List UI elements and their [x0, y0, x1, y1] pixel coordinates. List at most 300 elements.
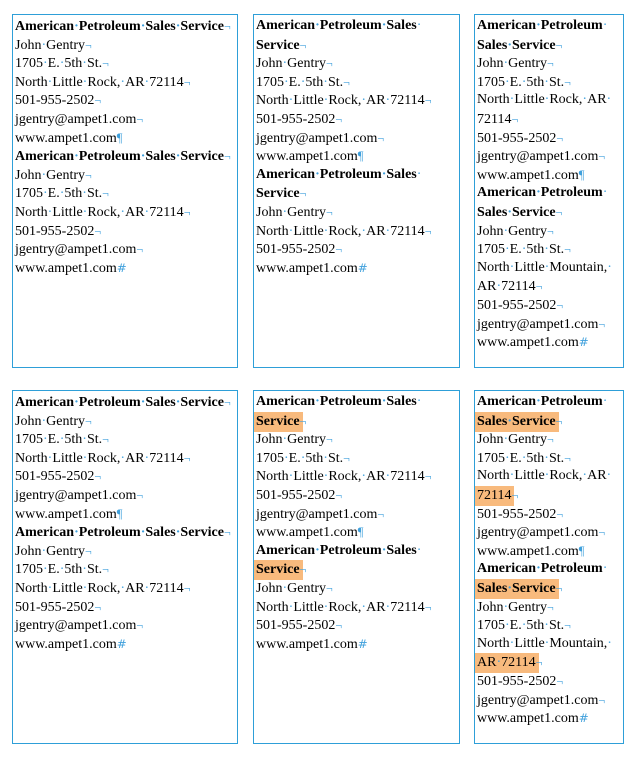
text-segment: 1705·E.·5th·St.: [477, 242, 565, 258]
text-segment: 72114: [477, 111, 512, 127]
space-dot: ·: [509, 92, 515, 108]
space-dot: ·: [521, 242, 527, 258]
forced-line-break-mark: ¬: [94, 93, 102, 108]
text-segment: North·Little·Rock,·AR·72114: [15, 74, 184, 90]
text-segment: jgentry@ampet1.com: [15, 487, 137, 503]
text-line: [477, 54, 623, 73]
trailing-space-dot: ·: [602, 561, 608, 577]
text-line: [256, 240, 459, 259]
text-line: [15, 598, 237, 617]
space-dot: ·: [41, 37, 47, 53]
text-line: [477, 709, 623, 728]
space-dot: ·: [323, 450, 328, 466]
trailing-space-dot: ·: [602, 185, 608, 201]
space-dot: ·: [361, 599, 367, 615]
forced-line-break-mark: ¬: [183, 450, 191, 465]
text-line: [15, 259, 237, 278]
space-dot: ·: [288, 469, 294, 485]
text-line: [15, 54, 237, 73]
text-line: [477, 222, 623, 241]
text-line: [477, 579, 623, 598]
text-segment: jgentry@ampet1.com: [15, 242, 137, 258]
forced-line-break-mark: ¬: [94, 469, 102, 484]
text-line: [256, 166, 459, 185]
text-segment: www.ampet1.com: [15, 636, 117, 652]
forced-line-break-mark: ¬: [547, 56, 554, 71]
forced-line-break-mark: ¬: [564, 242, 571, 257]
text-line: [15, 17, 237, 36]
text-line: [477, 467, 623, 486]
text-line: [15, 36, 237, 55]
forced-line-break-mark: ¬: [424, 93, 432, 108]
text-segment: John·Gentry: [477, 223, 548, 239]
text-segment: American·Petroleum·Sales: [256, 166, 417, 182]
text-frame-top-right[interactable]: [474, 14, 624, 368]
text-line: [256, 560, 459, 579]
text-line: [15, 467, 237, 486]
text-line: [256, 73, 459, 92]
space-dot: ·: [43, 186, 48, 202]
space-dot: ·: [144, 450, 150, 466]
text-line: [15, 147, 237, 166]
text-segment: Sales·Service: [477, 204, 556, 220]
text-segment: www.ampet1.com: [15, 130, 117, 146]
text-line: [477, 259, 623, 278]
text-segment: American·Petroleum·Sales: [256, 394, 417, 409]
text-line: [256, 110, 459, 129]
text-frame-bottom-center[interactable]: [253, 390, 460, 744]
forced-line-break-mark: ¬: [102, 562, 109, 577]
space-dot: ·: [300, 74, 306, 90]
text-line: [477, 184, 623, 203]
space-dot: ·: [47, 204, 53, 220]
trailing-space-dot: ·: [416, 394, 422, 409]
space-dot: ·: [82, 450, 88, 466]
text-segment: John·Gentry: [477, 599, 548, 615]
text-segment: 501-955-2502: [477, 130, 557, 146]
space-dot: ·: [120, 580, 126, 596]
space-dot: ·: [43, 562, 48, 578]
text-segment: Service: [256, 186, 300, 202]
forced-line-break-mark: ¬: [424, 223, 432, 238]
forced-line-break-mark: ¬: [511, 111, 519, 126]
text-segment: 501-955-2502: [256, 111, 336, 127]
forced-line-break-mark: ¬: [85, 167, 92, 182]
forced-line-break-mark: ¬: [556, 506, 564, 521]
text-segment: Sales·Service: [477, 37, 556, 53]
text-line: [15, 412, 237, 431]
space-dot: ·: [381, 394, 387, 409]
text-line: [256, 467, 459, 486]
text-line: [15, 430, 237, 449]
forced-line-break-mark: ¬: [183, 204, 191, 219]
text-line: [477, 691, 623, 710]
paragraph-mark: ¶: [578, 543, 585, 558]
space-dot: ·: [544, 259, 550, 275]
forced-line-break-mark: ¬: [102, 432, 109, 447]
text-segment: www.ampet1.com: [477, 543, 579, 559]
space-dot: ·: [544, 92, 550, 108]
space-dot: ·: [175, 149, 181, 165]
text-segment: American·Petroleum: [477, 394, 603, 409]
text-line: [477, 505, 623, 524]
text-line: [256, 505, 459, 524]
space-dot: ·: [288, 93, 294, 109]
forced-line-break-mark: ¬: [343, 450, 350, 465]
forced-line-break-mark: ¬: [343, 74, 350, 89]
space-dot: ·: [509, 468, 515, 484]
merge-field-highlight: Service: [254, 412, 303, 432]
space-dot: ·: [361, 469, 367, 485]
paragraph-mark: ¶: [116, 506, 123, 521]
space-dot: ·: [175, 395, 181, 410]
text-line: [477, 430, 623, 449]
text-segment: North·Little·Rock,·AR·72114: [256, 93, 425, 109]
text-segment: 501-955-2502: [477, 297, 557, 313]
forced-line-break-mark: ¬: [547, 599, 554, 614]
forced-line-break-mark: ¬: [564, 450, 571, 465]
text-line: [15, 579, 237, 598]
space-dot: ·: [503, 56, 509, 72]
forced-line-break-mark: ¬: [94, 599, 102, 614]
paragraph-mark: ¶: [357, 149, 364, 164]
merge-field-highlight: AR·72114: [475, 653, 539, 673]
end-of-story-mark: #: [578, 335, 589, 350]
trailing-space-dot: ·: [607, 259, 612, 275]
text-segment: www.ampet1.com: [256, 525, 358, 541]
forced-line-break-mark: ¬: [511, 487, 519, 502]
space-dot: ·: [505, 450, 510, 466]
text-line: [477, 542, 623, 561]
space-dot: ·: [544, 74, 549, 90]
text-line: [477, 73, 623, 92]
space-dot: ·: [544, 468, 550, 484]
text-segment: 501-955-2502: [256, 487, 336, 503]
forced-line-break-mark: ¬: [183, 580, 191, 595]
trailing-space-dot: ·: [416, 18, 422, 33]
text-line: [477, 449, 623, 468]
forced-line-break-mark: ¬: [94, 223, 102, 238]
merge-field-highlight: 72114: [475, 486, 514, 506]
space-dot: ·: [41, 413, 47, 429]
text-frame-top-left[interactable]: [12, 14, 238, 368]
space-dot: ·: [175, 525, 181, 541]
text-segment: American·Petroleum·Sales·Service: [15, 149, 224, 165]
text-line: [477, 653, 623, 672]
forced-line-break-mark: ¬: [183, 74, 191, 89]
space-dot: ·: [74, 395, 79, 410]
forced-line-break-mark: ¬: [598, 149, 606, 164]
space-dot: ·: [284, 74, 289, 90]
space-dot: ·: [59, 186, 65, 202]
forced-line-break-mark: ¬: [136, 111, 144, 126]
merge-field-highlight: Sales·Service: [475, 412, 559, 432]
space-dot: ·: [140, 149, 146, 165]
space-dot: ·: [175, 19, 181, 34]
trailing-space-dot: ·: [602, 394, 608, 409]
space-dot: ·: [503, 223, 509, 239]
text-line: [477, 91, 623, 110]
text-segment: 1705·E.·5th·St.: [477, 74, 565, 90]
text-line: [256, 36, 459, 55]
text-segment: jgentry@ampet1.com: [477, 149, 599, 165]
text-line: [477, 523, 623, 542]
forced-line-break-mark: ¬: [223, 19, 231, 33]
text-line: [256, 184, 459, 203]
space-dot: ·: [315, 394, 320, 409]
forced-line-break-mark: ¬: [555, 580, 563, 595]
space-dot: ·: [323, 74, 328, 90]
space-dot: ·: [120, 74, 126, 90]
space-dot: ·: [144, 580, 150, 596]
space-dot: ·: [496, 655, 502, 671]
text-line: [256, 486, 459, 505]
forced-line-break-mark: ¬: [326, 432, 333, 447]
space-dot: ·: [509, 635, 515, 651]
space-dot: ·: [82, 204, 88, 220]
text-line: [256, 17, 459, 36]
forced-line-break-mark: ¬: [85, 37, 92, 52]
space-dot: ·: [505, 74, 510, 90]
text-line: [477, 240, 623, 259]
end-of-story-mark: #: [116, 260, 127, 275]
text-line: [477, 672, 623, 691]
text-segment: American·Petroleum·Sales·Service: [15, 525, 224, 541]
space-dot: ·: [47, 74, 53, 90]
text-line: [477, 296, 623, 315]
text-line: [256, 91, 459, 110]
text-line: [477, 277, 623, 296]
space-dot: ·: [74, 149, 79, 165]
text-segment: American·Petroleum·Sales: [256, 18, 417, 33]
space-dot: ·: [381, 542, 387, 558]
forced-line-break-mark: ¬: [424, 599, 432, 614]
space-dot: ·: [582, 92, 588, 108]
text-segment: American·Petroleum·Sales·Service: [15, 19, 224, 34]
space-dot: ·: [120, 204, 126, 220]
space-dot: ·: [385, 599, 391, 615]
space-dot: ·: [521, 74, 527, 90]
text-segment: www.ampet1.com: [256, 260, 358, 276]
text-line: [477, 17, 623, 36]
text-segment: www.ampet1.com: [15, 260, 117, 276]
text-line: [477, 147, 623, 166]
forced-line-break-mark: ¬: [377, 506, 385, 521]
space-dot: ·: [47, 450, 53, 466]
text-frame-top-center[interactable]: [253, 14, 460, 368]
forced-line-break-mark: ¬: [102, 56, 109, 71]
space-dot: ·: [385, 223, 391, 239]
space-dot: ·: [82, 580, 88, 596]
forced-line-break-mark: ¬: [598, 316, 606, 331]
text-segment: 501-955-2502: [15, 469, 95, 485]
text-segment: North·Little·Rock,·AR: [477, 92, 607, 108]
forced-line-break-mark: ¬: [85, 413, 92, 428]
space-dot: ·: [74, 525, 79, 541]
forced-line-break-mark: ¬: [535, 279, 543, 294]
trailing-space-dot: ·: [606, 92, 612, 108]
text-line: [15, 166, 237, 185]
text-line: [477, 166, 623, 185]
text-frame-bottom-left[interactable]: [12, 390, 238, 744]
space-dot: ·: [385, 469, 391, 485]
end-of-story-mark: #: [357, 636, 368, 651]
space-dot: ·: [509, 259, 515, 275]
space-dot: ·: [82, 186, 87, 202]
forced-line-break-mark: ¬: [326, 56, 333, 71]
text-segment: North·Little·Mountain,: [477, 635, 608, 651]
space-dot: ·: [59, 432, 65, 448]
space-dot: ·: [536, 185, 541, 201]
text-segment: 501-955-2502: [256, 618, 336, 634]
text-line: [15, 222, 237, 241]
text-segment: American·Petroleum·Sales: [256, 542, 417, 558]
text-segment: www.ampet1.com: [256, 636, 358, 652]
space-dot: ·: [507, 413, 513, 429]
text-line: [15, 110, 237, 129]
text-segment: North·Little·Rock,·AR: [477, 468, 607, 484]
space-dot: ·: [536, 561, 541, 577]
space-dot: ·: [507, 204, 513, 220]
text-segment: 1705·E.·5th·St.: [256, 450, 344, 466]
text-line: [256, 579, 459, 598]
text-line: [15, 616, 237, 635]
space-dot: ·: [140, 395, 146, 410]
space-dot: ·: [284, 450, 289, 466]
text-line: [477, 110, 623, 129]
text-segment: jgentry@ampet1.com: [256, 506, 378, 522]
text-segment: North·Little·Rock,·AR·72114: [15, 450, 184, 466]
text-line: [15, 91, 237, 110]
text-segment: www.ampet1.com: [477, 335, 579, 351]
forced-line-break-mark: ¬: [564, 74, 571, 89]
trailing-space-dot: ·: [606, 468, 612, 484]
text-segment: Service: [256, 37, 300, 53]
space-dot: ·: [47, 580, 53, 596]
text-line: [477, 412, 623, 431]
space-dot: ·: [505, 242, 510, 258]
space-dot: ·: [43, 56, 48, 72]
space-dot: ·: [381, 18, 387, 33]
text-line: [477, 486, 623, 505]
space-dot: ·: [282, 56, 288, 72]
text-segment: 1705·E.·5th·St.: [477, 450, 565, 466]
text-line: [256, 222, 459, 241]
end-of-story-mark: #: [357, 260, 368, 275]
trailing-space-dot: ·: [602, 18, 608, 33]
text-segment: www.ampet1.com: [477, 167, 579, 183]
paragraph-mark: ¶: [357, 525, 364, 540]
text-line: [256, 430, 459, 449]
merge-field-highlight: Sales·Service: [475, 579, 559, 599]
space-dot: ·: [41, 167, 47, 183]
space-dot: ·: [282, 580, 288, 596]
text-segment: 1705·E.·5th·St.: [477, 618, 565, 634]
text-line: [15, 523, 237, 542]
text-segment: John·Gentry: [256, 580, 327, 596]
text-line: [477, 560, 623, 579]
space-dot: ·: [82, 56, 87, 72]
text-line: [256, 616, 459, 635]
forced-line-break-mark: ¬: [598, 692, 606, 707]
text-segment: 1705·E.·5th·St.: [256, 74, 344, 90]
space-dot: ·: [385, 93, 391, 109]
text-segment: jgentry@ampet1.com: [477, 316, 599, 332]
space-dot: ·: [82, 74, 88, 90]
text-segment: jgentry@ampet1.com: [15, 618, 137, 634]
forced-line-break-mark: ¬: [555, 37, 563, 52]
forced-line-break-mark: ¬: [335, 618, 343, 633]
text-frame-bottom-right[interactable]: [474, 390, 624, 744]
text-line: [15, 240, 237, 259]
text-segment: American·Petroleum·Sales·Service: [15, 395, 224, 410]
forced-line-break-mark: ¬: [564, 618, 571, 633]
text-segment: John·Gentry: [477, 56, 548, 72]
text-line: [256, 259, 459, 278]
text-segment: jgentry@ampet1.com: [477, 525, 599, 541]
forced-line-break-mark: ¬: [326, 580, 333, 595]
text-line: [15, 129, 237, 148]
space-dot: ·: [323, 599, 329, 615]
text-segment: John·Gentry: [256, 432, 327, 448]
trailing-space-dot: ·: [416, 166, 422, 182]
space-dot: ·: [521, 450, 527, 466]
text-segment: 1705·E.·5th·St.: [15, 56, 103, 72]
space-dot: ·: [496, 279, 502, 295]
space-dot: ·: [315, 18, 320, 33]
text-segment: jgentry@ampet1.com: [256, 130, 378, 146]
trailing-space-dot: ·: [607, 635, 612, 651]
forced-line-break-mark: ¬: [223, 525, 231, 540]
forced-line-break-mark: ¬: [335, 111, 343, 126]
forced-line-break-mark: ¬: [299, 186, 307, 201]
text-segment: North·Little·Rock,·AR·72114: [256, 599, 425, 615]
text-segment: 1705·E.·5th·St.: [15, 186, 103, 202]
space-dot: ·: [140, 525, 146, 541]
space-dot: ·: [505, 618, 510, 634]
text-line: [15, 449, 237, 468]
forced-line-break-mark: ¬: [136, 618, 144, 633]
text-line: [15, 184, 237, 203]
text-segment: 501-955-2502: [477, 506, 557, 522]
text-line: [15, 560, 237, 579]
text-line: [256, 129, 459, 148]
text-segment: jgentry@ampet1.com: [15, 111, 137, 127]
space-dot: ·: [315, 166, 320, 182]
text-line: [477, 333, 623, 352]
space-dot: ·: [282, 432, 288, 448]
merge-field-highlight: Service: [254, 560, 303, 580]
forced-line-break-mark: ¬: [326, 204, 333, 219]
text-segment: John·Gentry: [256, 56, 327, 72]
space-dot: ·: [536, 394, 541, 409]
text-line: [477, 203, 623, 222]
space-dot: ·: [315, 542, 320, 558]
paragraph-mark: ¶: [116, 130, 123, 145]
space-dot: ·: [300, 450, 306, 466]
space-dot: ·: [503, 432, 509, 448]
text-segment: John·Gentry: [256, 204, 327, 220]
space-dot: ·: [503, 599, 509, 615]
text-line: [477, 36, 623, 55]
text-segment: North·Little·Rock,·AR·72114: [256, 223, 425, 239]
space-dot: ·: [144, 204, 150, 220]
space-dot: ·: [381, 166, 387, 182]
text-line: [477, 129, 623, 148]
forced-line-break-mark: ¬: [136, 242, 144, 257]
forced-line-break-mark: ¬: [556, 297, 564, 312]
forced-line-break-mark: ¬: [555, 413, 563, 428]
